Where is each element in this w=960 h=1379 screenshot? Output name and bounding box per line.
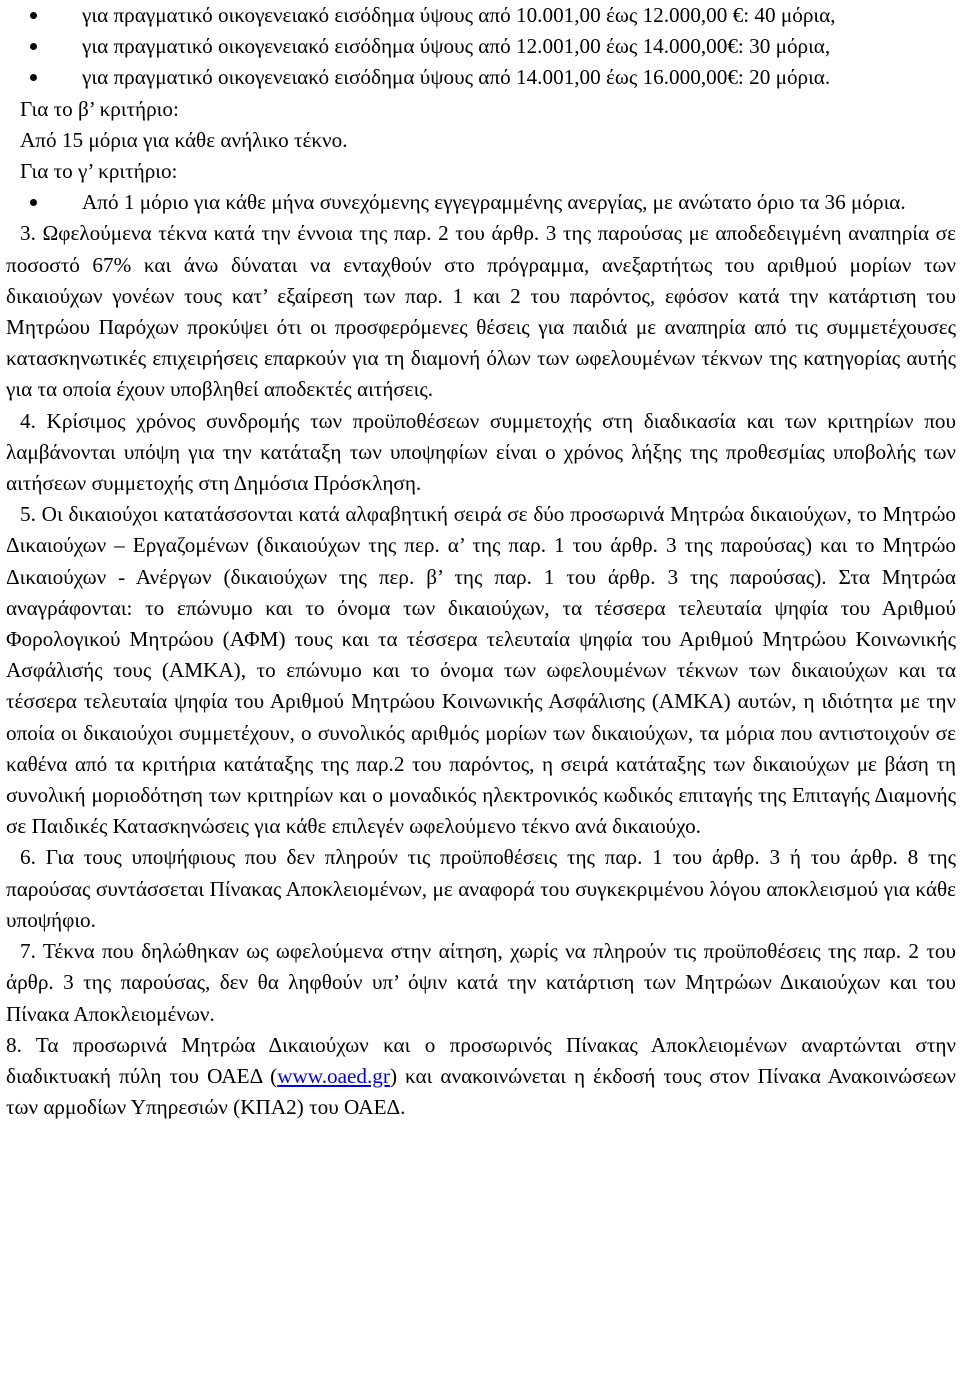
criterion-b-text: Από 15 μόρια για κάθε ανήλικο τέκνο. [20,127,348,152]
list-item-text: για πραγματικό οικογενειακό εισόδημα ύψους από 12.001,00 έως 14.000,00€: 30 μόρια, [82,34,831,59]
oaed-website-link[interactable]: www.oaed.gr [277,1063,390,1088]
paragraph-8-text-before: 8. Τα προσωρινά Μητρώα Δικαιούχων και ο προσωρινός Πίνακας Αποκλειομένων αναρτώνται στην διαδικτυακή πύλη του ΟΑΕΔ ( [6,1032,956,1088]
list-item [6,62,956,93]
paragraph-6: 6. Για τους υποψήφιους που δεν πληρούν τις προϋποθέσεις της παρ. 1 του άρθρ. 3 ή του άρθρ. 8 της παρούσας συντάσσεται Πίνακας Αποκλειομένων, με αναφορά του συγκεκριμένου λόγου αποκλεισμού για κάθε υποψήφιο. [6,845,956,932]
criterion-b-heading: Για το β’ κριτήριο: [20,96,179,121]
paragraph-7: 7. Τέκνα που δηλώθηκαν ως ωφελούμενα στην αίτηση, χωρίς να πληρούν τις προϋποθέσεις της παρ. 2 του άρθρ. 3 της παρούσας, δεν θα ληφθούν υπ’ όψιν κατά την κατάρτιση των Μητρώων Δικαιούχων και του Πίνακα Αποκλειομένων. [6,939,956,1026]
paragraph-8 [6,1030,956,1124]
list-item [6,31,956,62]
bullet-icon [30,74,37,81]
list-item [6,187,956,218]
list-item-text: για πραγματικό οικογενειακό εισόδημα ύψους από 14.001,00 έως 16.000,00€: 20 μόρια. [82,65,831,90]
paragraph-4: 4. Κρίσιμος χρόνος συνδρομής των προϋποθέσεων συμμετοχής στη διαδικασία και των κριτηρίων που λαμβάνονται υπόψη για την κατάταξη των υποψηφίων είναι ο χρόνος λήξης της προθεσμίας υποβολής των αιτήσεων συμμετοχής στη Δημόσια Πρόσκληση. [6,408,956,496]
list-item-text: για πραγματικό οικογενειακό εισόδημα ύψους από 10.001,00 έως 12.000,00 €: 40 μόρια, [82,3,836,27]
paragraph-3: 3. Ωφελούμενα τέκνα κατά την έννοια της παρ. 2 του άρθρ. 3 της παρούσας με αποδεδειγμένη αναπηρία σε ποσοστό 67% και άνω δύναται να ενταχθούν στο πρόγραμμα, ανεξαρτήτως του αριθμού μορίων των δικαιούχων γονέων τους κατ’ εξαίρεση των παρ. 1 και 2 του παρόντος, εφόσον κατά την κατάρτιση του Μητρώου Παρόχων προκύψει ότι οι προσφερόμενες θέσεις για παιδιά με αναπηρία από τις συμμετέχουσες κατασκηνωτικές επιχειρήσεις επαρκούν για τη διαμονή όλων των ωφελουμένων τέκνων της κατηγορίας αυτής για τα οποία έχουν υποβληθεί αποδεκτές αιτήσεις. [6,221,956,402]
paragraph-8-text-after: ) και ανακοινώνεται η έκδοσή τους στον Πίνακα Ανακοινώσεων των αρμοδίων Υπηρεσιών (ΚΠΑ2) του ΟΑΕΔ. [6,1063,957,1120]
criterion-c-heading: Για το γ’ κριτήριο: [20,159,178,184]
paragraph-5: 5. Οι δικαιούχοι κατατάσσονται κατά αλφαβητική σειρά σε δύο προσωρινά Μητρώα δικαιούχων, το Μητρώο Δικαιούχων – Εργαζομένων (δικαιούχων της περ. α’ της παρ. 1 του άρθρ. 3 της παρούσας) και το Μητρώο Δικαιούχων - Ανέργων (δικαιούχων της περ. β’ της παρ. 1 του άρθρ. 3 της παρούσας). Στα Μητρώα αναγράφονται: το επώνυμο και το όνομα των δικαιούχων, τα τέσσερα τελευταία ψηφία του Αριθμού Φορολογικού Μητρώου (ΑΦΜ) τους και τα τέσσερα τελευταία ψηφία του Αριθμού Μητρώου Κοινωνικής Ασφάλισής τους (ΑΜΚΑ), το επώνυμο και το όνομα των ωφελουμένων τέκνων των δικαιούχων και τα τέσσερα τελευταία ψηφία του Αριθμού Μητρώου Κοινωνικής Ασφάλισης (ΑΜΚΑ) αυτών, η ιδιότητα με την οποία οι δικαιούχοι συμμετέχουν, ο συνολικός αριθμός μορίων των δικαιούχων, τα μόρια που αντιστοιχούν σε καθένα από τα κριτήρια κατάταξης της παρ.2 του παρόντος, η σειρά κατάταξης των δικαιούχων με βάση τη συνολική μοριοδότηση των κριτηρίων και ο μοναδικός ηλεκτρονικός κωδικός επιταγής της Επιταγής Διαμονής σε Παιδικές Κατασκηνώσεις για κάθε επιλεγέν ωφελούμενο τέκνο ανά δικαιούχο. [6,502,956,839]
bullet-icon [30,12,37,19]
document-page [6,0,956,1123]
list-item-text: Από 1 μόριο για κάθε μήνα συνεχόμενης εγγεγραμμένης ανεργίας, με ανώτατο όριο τα 36 μόρια. [82,190,906,215]
bullet-icon [30,199,37,206]
list-item [6,0,956,31]
bullet-icon [30,43,37,50]
